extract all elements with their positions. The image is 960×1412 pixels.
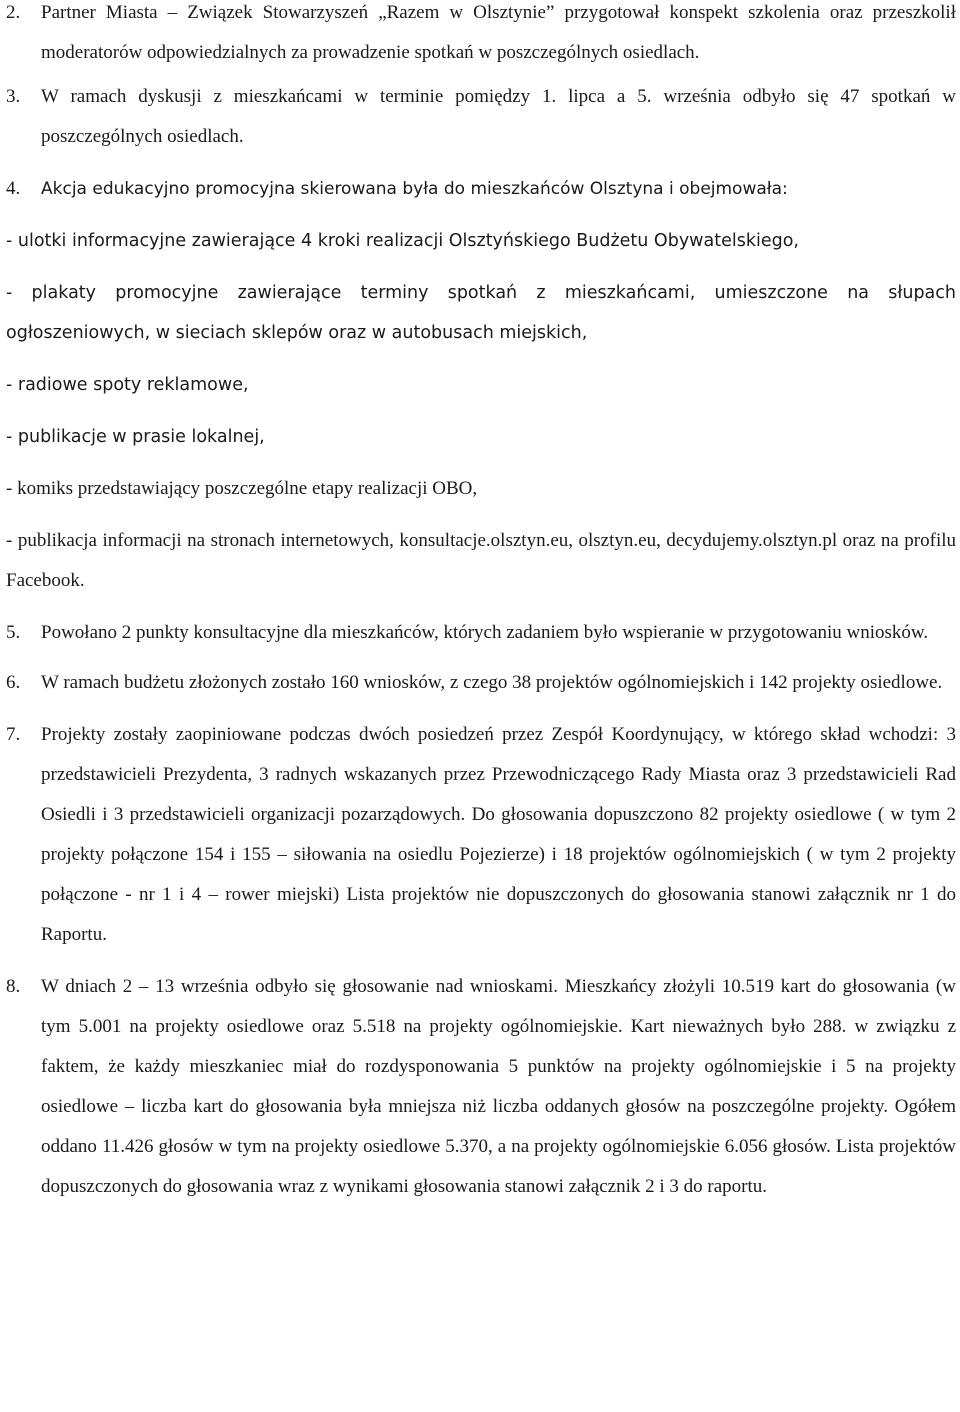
list-item-6	[6, 663, 956, 703]
item-text: Powołano 2 punkty konsultacyjne dla mieszkańców, których zadaniem było wspieranie w przygotowaniu wniosków.	[41, 622, 929, 643]
item-number: 6.	[6, 672, 21, 693]
bullet-web: - publikacja informacji na stronach internetowych, konsultacje.olsztyn.eu, olsztyn.eu, decydujemy.olsztyn.pl oraz na profilu Facebook.	[6, 530, 956, 591]
list-item-7	[6, 715, 956, 955]
item-text: Partner Miasta – Związek Stowarzyszeń „Razem w Olsztynie” przygotował konspekt szkolenia oraz przeszkolił moderatorów odpowiedzialnych za prowadzenie spotkań w poszczególnych osiedlach.	[41, 2, 956, 63]
item-text: W ramach dyskusji z mieszkańcami w terminie pomiędzy 1. lipca a 5. września odbyło się 47 spotkań w poszczególnych osiedlach.	[41, 86, 956, 147]
list-item-4	[6, 169, 956, 209]
item-number: 5.	[6, 622, 21, 643]
bullet-posters: - plakaty promocyjne zawierające terminy spotkań z mieszkańcami, umieszczone na słupach ogłoszeniowych, w sieciach sklepów oraz w autobusach miejskich,	[6, 283, 956, 343]
item-text: Akcja edukacyjno promocyjna skierowana była do mieszkańców Olsztyna i obejmowała:	[41, 179, 788, 199]
bullet-radio: - radiowe spoty reklamowe,	[6, 375, 249, 395]
item-number: 3.	[6, 86, 21, 107]
bullet-press: - publikacje w prasie lokalnej,	[6, 427, 265, 447]
item-number: 7.	[6, 724, 21, 745]
bullet-leaflets: - ulotki informacyjne zawierające 4 kroki realizacji Olsztyńskiego Budżetu Obywatelskiego,	[6, 231, 799, 251]
item-number: 8.	[6, 976, 21, 997]
bullet-comic: - komiks przedstawiający poszczególne etapy realizacji OBO,	[6, 478, 478, 499]
item-text: Projekty zostały zaopiniowane podczas dwóch posiedzeń przez Zespół Koordynujący, w którego skład wchodzi: 3 przedstawicieli Prezydenta, 3 radnych wskazanych przez Przewodniczącego Rady Miasta oraz 3 przedstawicieli Rad Osiedli i 3 przedstawicieli organizacji pozarządowych. Do głosowania dopuszczono 82 projekty osiedlowe ( w tym 2 projekty połączone 154 i 155 – siłowania na osiedlu Pojezierze) i 18 projektów ogólnomiejskich ( w tym 2 projekty połączone - nr 1 i 4 – rower miejski) Lista projektów nie dopuszczonych do głosowania stanowi załącznik nr 1 do Raportu.	[41, 724, 956, 945]
list-item-3	[6, 77, 956, 157]
item-number: 4.	[6, 178, 21, 199]
item-text: W dniach 2 – 13 września odbyło się głosowanie nad wnioskami. Mieszkańcy złożyli 10.519 kart do głosowania (w tym 5.001 na projekty osiedlowe oraz 5.518 na projekty ogólnomiejskie. Kart nieważnych było 288. w związku z faktem, że każdy mieszkaniec miał do rozdysponowania 5 punktów na projekty ogólnomiejskie i 5 na projekty osiedlowe – liczba kart do głosowania była mniejsza niż liczba oddanych głosów na poszczególne projekty. Ogółem oddano 11.426 głosów w tym na projekty osiedlowe 5.370, a na projekty ogólnomiejskie 6.056 głosów. Lista projektów dopuszczonych do głosowania wraz z wynikami głosowania stanowi załącznik 2 i 3 do raportu.	[41, 976, 956, 1197]
list-item-2	[6, 0, 956, 73]
item-number: 2.	[6, 2, 21, 23]
list-item-5	[6, 613, 956, 653]
list-item-8	[6, 967, 956, 1207]
item-text: W ramach budżetu złożonych zostało 160 wniosków, z czego 38 projektów ogólnomiejskich i 142 projekty osiedlowe.	[41, 672, 943, 693]
